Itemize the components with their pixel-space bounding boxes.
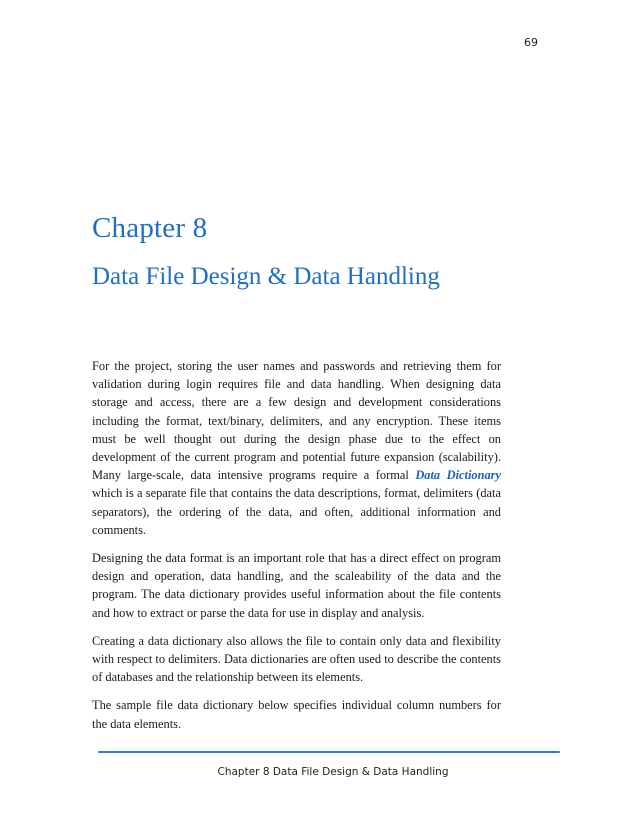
paragraph-3: Creating a data dictionary also allows the file to contain only data and flexibility with respect to delimiters. Data dictionaries are often used to describe the contents of databases and the relationship between its elements. [92,633,501,685]
paragraph-1-text-a: For the project, storing the user names and passwords and retrieving them for validation during login requires file and data handling. When designing data storage and access, there are a few design and development considerations including the format, text/binary, delimiters, and any encryption. These items must be well thought out during the design phase due to the effect on development of the current program and potential future expansion (scalability). Many large-scale, data intensive programs require a formal [92,359,501,483]
paragraph-2: Designing the data format is an important role that has a direct effect on program design and operation, data handling, and the scaleability of the data and the program. The data dictionary provides useful information about the file contents and how to extract or parse the data for use in display and analysis. [92,551,501,620]
chapter-title: Chapter 8 [92,212,208,244]
page-number: 69 [524,36,538,49]
paragraph-1 [92,357,501,539]
data-dictionary-term: Data Dictionary [415,468,502,483]
paragraph-4: The sample file data dictionary below specifies individual column numbers for the data elements. [92,698,501,731]
footer-running-title: Chapter 8 Data File Design & Data Handling [217,766,449,778]
chapter-subtitle: Data File Design & Data Handling [92,263,440,290]
body-text [92,357,501,743]
paragraph-1-text-b: which is a separate file that contains the data descriptions, format, delimiters (data separators), the ordering of the data, and often, additional information and comments. [92,486,501,537]
footer-divider [98,751,560,753]
